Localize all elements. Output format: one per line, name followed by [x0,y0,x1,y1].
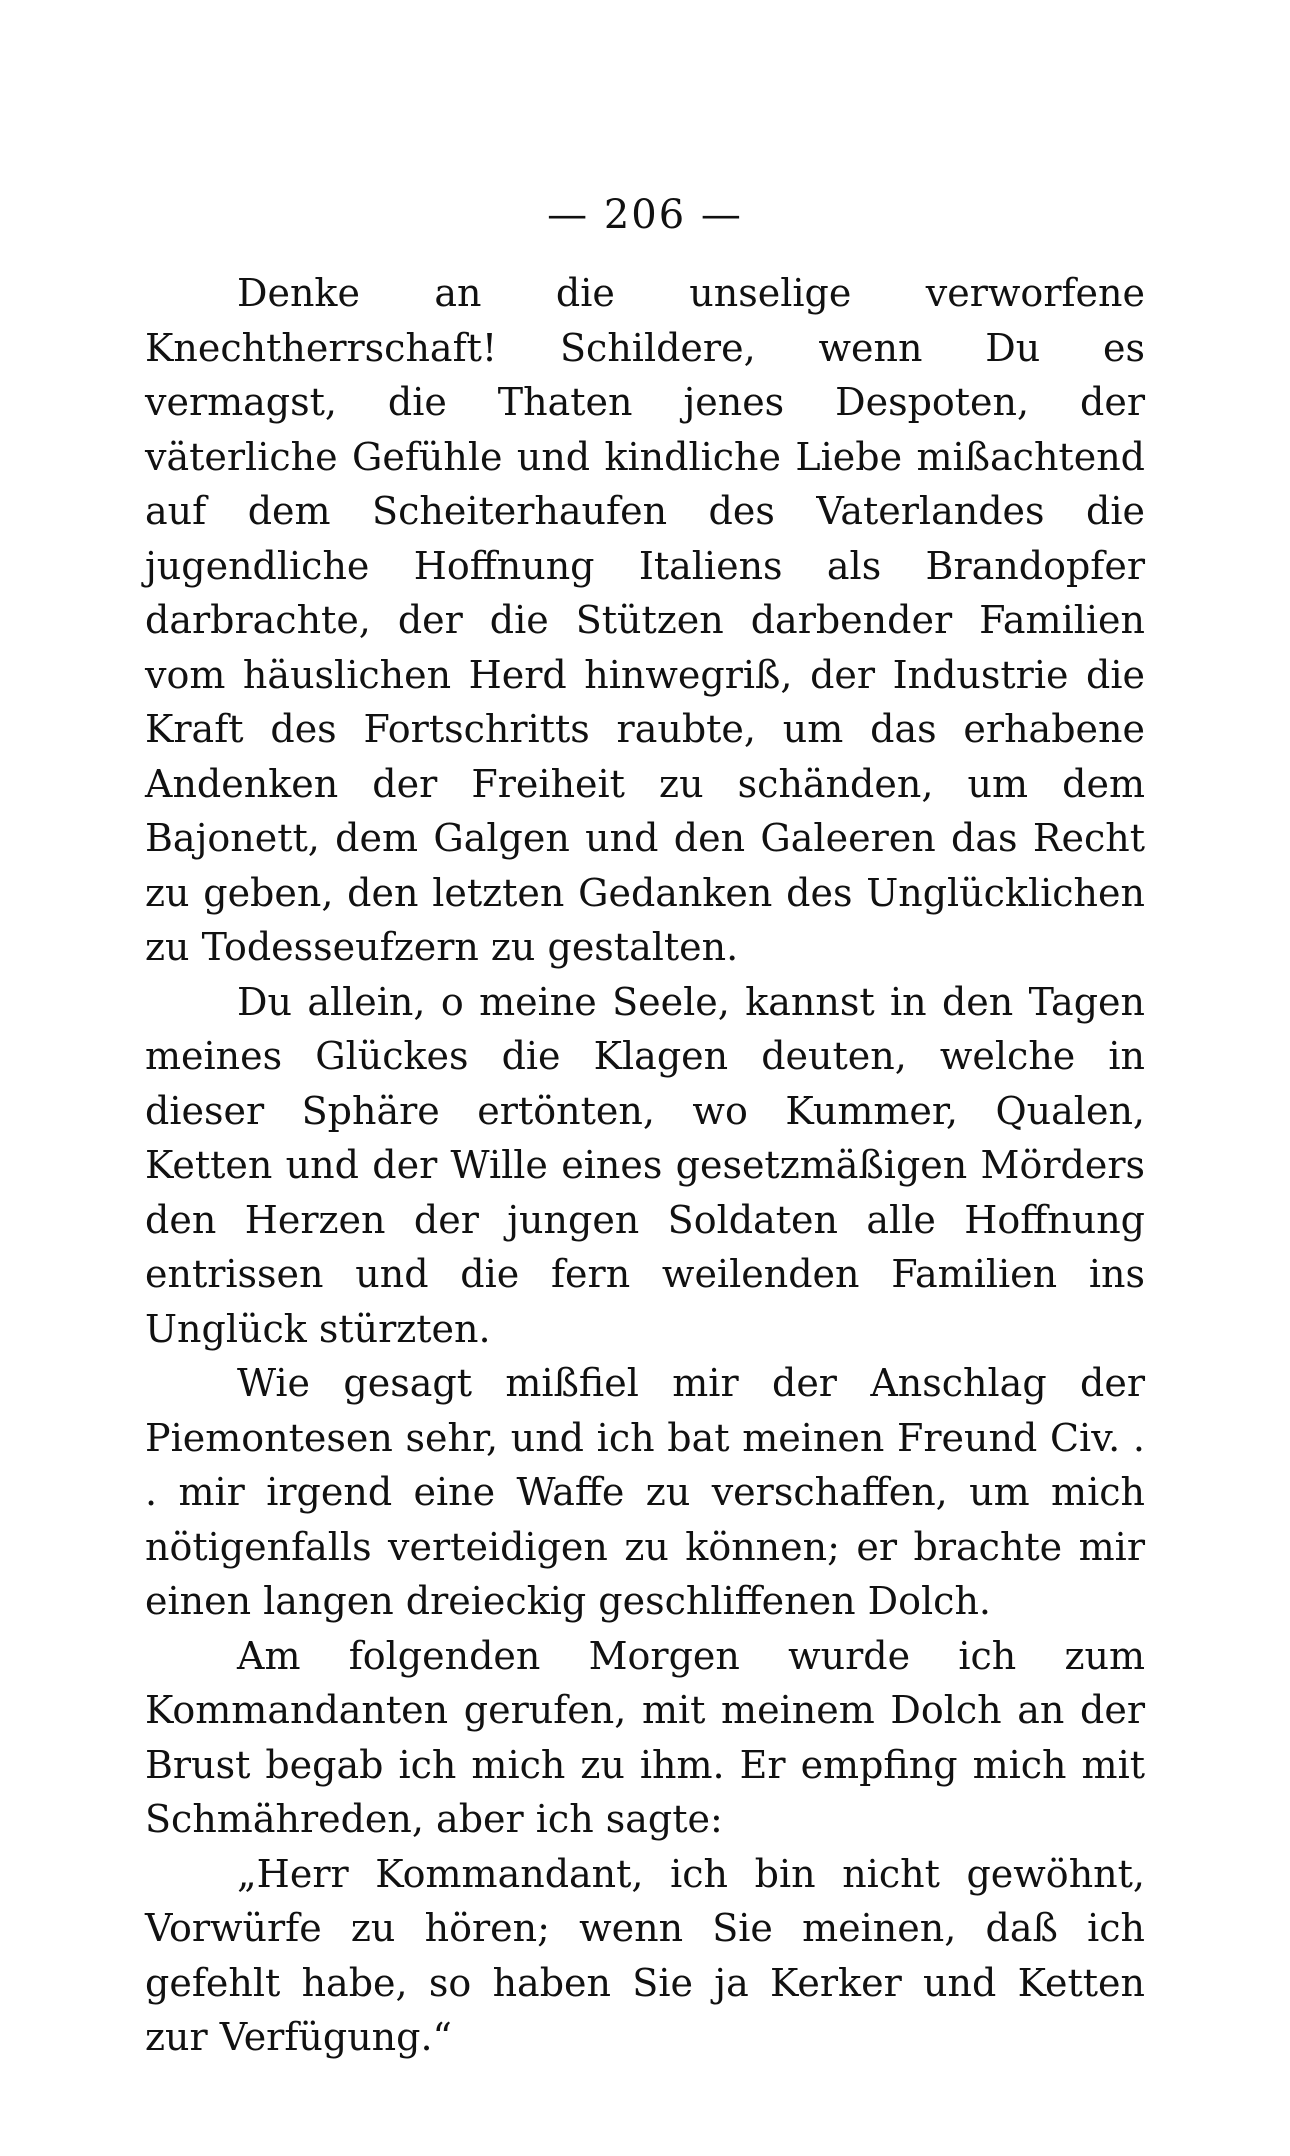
paragraph-2: Du allein, o meine Seele, kannst in den Tagen meines Glückes die Klagen deuten, welche in dieser Sphäre ertönten, wo Kummer, Qualen, Ketten und der Wille eines gesetzmäßigen Mörders den Herzen der jungen Soldaten alle Hoffnung entrissen und die fern weilenden Familien ins Unglück stürzten. [145,979,1145,1351]
paragraph-1: Denke an die unselige verworfene Knechtherrschaft! Schildere, wenn Du es vermagst, die Thaten jenes Despoten, der väterliche Gefühle und kindliche Liebe mißachtend auf dem Scheiterhaufen des Vaterlandes die jugendliche Hoffnung Italiens als Brandopfer darbrachte, der die Stützen darbender Familien vom häuslichen Herd hinwegriß, der Industrie die Kraft des Fortschritts raubte, um das erhabene Andenken der Freiheit zu schänden, um dem Bajonett, dem Galgen und den Galeeren das Recht zu geben, den letzten Gedanken des Unglücklichen zu Todesseufzern zu gestalten. [145,271,1145,969]
paragraph-4: Am folgenden Morgen wurde ich zum Kommandanten gerufen, mit meinem Dolch an der Brust begab ich mich zu ihm. Er empfing mich mit Schmähreden, aber ich sagte: [145,1633,1145,1841]
paragraph-5: „Herr Kommandant, ich bin nicht gewöhnt, Vorwürfe zu hören; wenn Sie meinen, daß ich gefehlt habe, so haben Sie ja Kerker und Ketten zur Verfügung.“ [145,1851,1145,2059]
paragraph-3: Wie gesagt mißfiel mir der Anschlag der Piemontesen sehr, und ich bat meinen Freund Civ. . . mir irgend eine Waffe zu verschaffen, um mich nötigenfalls verteidigen zu können; er brachte mir einen langen dreieckig geschliffenen Dolch. [145,1361,1145,1623]
body-text [145,266,1145,2065]
page-number: — 206 — [547,192,743,238]
